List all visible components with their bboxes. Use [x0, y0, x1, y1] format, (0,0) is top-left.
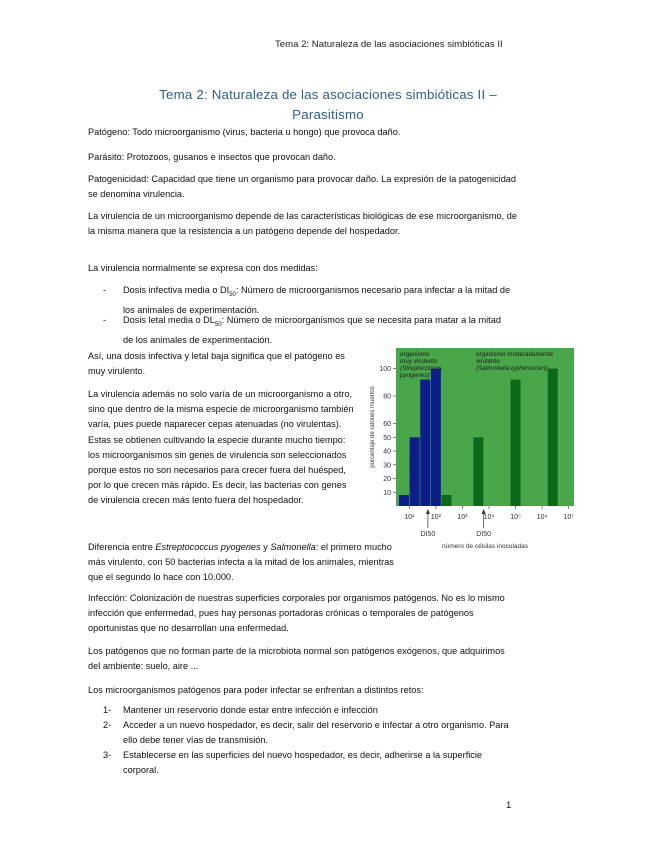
page-title-line2: Parasitismo — [292, 107, 364, 122]
reto-number: 2- — [103, 720, 112, 730]
paragraph-retos: Los microorganismos patógenos para poder infectar se enfrentan a distintos retos: — [88, 685, 424, 695]
bullet-marker: - — [103, 285, 107, 295]
di50-label: DI50 — [420, 531, 436, 538]
running-header: Tema 2: Naturaleza de las asociaciones simbióticas II — [275, 39, 503, 50]
bar-streptococcus — [399, 495, 409, 506]
legend-moderate-line3: (Salmonella typhimurium) — [476, 365, 548, 372]
bar-salmonella — [548, 369, 558, 506]
y-tick-label: 60 — [383, 421, 391, 429]
y-tick-label: 10 — [383, 489, 391, 497]
bar-salmonella — [441, 495, 451, 506]
legend-virulent-line2: muy virulento — [400, 358, 438, 365]
y-tick-label: 50 — [383, 434, 391, 442]
legend-moderate-line2: virulento — [476, 358, 500, 365]
di50-arrowhead — [426, 509, 430, 514]
paragraph-patogeno: Patógeno: Todo microorganismo (virus, bacteria u hongo) que provoca daño. — [88, 127, 401, 137]
paragraph-patogenicidad: Patogenicidad: Capacidad que tiene un organismo para provocar daño. La expresión de la patogenicidad se denomina virulencia. — [88, 174, 517, 200]
page-number: 1 — [506, 800, 512, 811]
bar-streptococcus — [420, 380, 430, 506]
diferencia-salm: Salmonella — [270, 542, 316, 552]
y-axis-label: porcentaje de ratones muertos — [370, 386, 376, 468]
paragraph-medidas: La virulencia normalmente se expresa con dos medidas: — [88, 263, 318, 273]
paragraph-ademas: La virulencia además no solo varía de un microorganismo a otro, sino que dentro de la misma especie de microorganismo también varía, pues puede naparecer cepas atenuadas (no virulentas). Estas se obtienen cultivando la especie durante mucho tiempo: los microorganismos sin genes de virulencia son seleccionados porque estos no son necesarios para crecer fuera del huésped, por lo que crecen más rápido. Es decir, las bacterias con genes de virulencia crecen más lento fuera del hospedador. — [88, 389, 354, 506]
di50-label: DI50 — [476, 531, 492, 538]
paragraph-parasito: Parásito: Protozoos, gusanos e insectos que provocan daño. — [88, 152, 336, 162]
reto-number: 1- — [103, 705, 112, 715]
paragraph-asi: Así, una dosis infectiva y letal baja significa que el patógeno es muy virulento. — [88, 351, 345, 377]
bullet-dl50-text: : Número de microorganismos que se necesita para matar a la mitad de los animales de experimentación. — [123, 315, 501, 346]
legend-moderate-line1: organismo moderadamente — [476, 351, 554, 358]
legend-virulent-line3: (Streptococcus — [400, 365, 442, 372]
x-tick-label: 10¹ — [404, 514, 415, 521]
diferencia-y: y — [260, 542, 271, 552]
y-tick-label: 100 — [379, 366, 391, 374]
diferencia-b: : el primero mucho más virulento, con 50 bacterias infecta a la mitad de los animales, mientras que el segundo lo hace con 10.000. — [88, 542, 394, 583]
paragraph-exogenos: Los patógenos que no forman parte de la microbiota normal son patógenos exógenos, que adquirimos del ambiente: suelo, aire ... — [88, 646, 505, 672]
x-tick-label: 10⁵ — [510, 514, 521, 521]
y-tick-label: 40 — [383, 448, 391, 456]
bullet-di50-sub: 50 — [229, 291, 236, 298]
reto-item-3: Establecerse en las superficies del nuevo hospedador, es decir, adherirse a la superficie corporal. — [123, 750, 483, 776]
bar-streptococcus — [431, 369, 441, 506]
bar-salmonella — [511, 380, 521, 506]
page-title — [88, 85, 568, 125]
bullet-marker: - — [103, 315, 107, 325]
y-tick-label: 20 — [383, 476, 391, 484]
bar-salmonella — [473, 437, 483, 506]
reto-item-1: Mantener un reservorio donde estar entre infección e infección — [123, 705, 378, 715]
x-tick-label: 10⁶ — [536, 514, 548, 521]
legend-virulent-line1: organismo — [400, 351, 430, 358]
y-tick-label: 30 — [383, 462, 391, 470]
reto-number: 3- — [103, 750, 112, 760]
bullet-di50-label: Dosis infectiva media o DI — [123, 285, 230, 295]
x-axis-label: número de células inoculadas — [442, 543, 528, 550]
reto-item-2: Acceder a un nuevo hospedador, es decir, salir del reservorio e infectar a otro organismo. Para ello debe tener vías de transmisión. — [123, 720, 509, 746]
paragraph-infeccion: Infección: Colonización de nuestras superficies corporales por organismos patógenos. No es lo mismo infección que enfermedad, pues hay personas portadoras crónicas o temporales de patógenos oportunistas que no desarrollan una enfermedad. — [88, 593, 505, 634]
bullet-dl50-sub: 50 — [214, 321, 222, 328]
legend-virulent-line4: pyogenes) — [400, 372, 430, 379]
x-tick-label: 10⁷ — [563, 514, 574, 521]
paragraph-diferencia — [88, 540, 408, 586]
page-title-line1: Tema 2: Naturaleza de las asociaciones simbióticas II – — [159, 87, 497, 102]
paragraph-virulencia: La virulencia de un microorganismo depende de las características biológicas de ese microorganismo, de la misma manera que la resistencia a un patógeno depende del hospedador. — [88, 211, 517, 237]
x-tick-label: 10⁴ — [483, 514, 495, 521]
di50-arrowhead — [482, 509, 486, 514]
virulence-chart — [364, 342, 594, 580]
diferencia-a: Diferencia entre — [88, 542, 156, 552]
y-tick-label: 80 — [383, 393, 391, 401]
x-tick-label: 10² — [430, 514, 441, 521]
bullet-dl50-label: Dosis letal media o DL — [123, 315, 215, 325]
bar-streptococcus — [410, 437, 420, 506]
diferencia-strep: Estreptococcus pyogenes — [155, 542, 261, 552]
x-tick-label: 10³ — [457, 514, 468, 521]
bullet-di50-text: : Número de microorganismos necesario para infectar a la mitad de los animales de experimentación. — [123, 285, 511, 316]
